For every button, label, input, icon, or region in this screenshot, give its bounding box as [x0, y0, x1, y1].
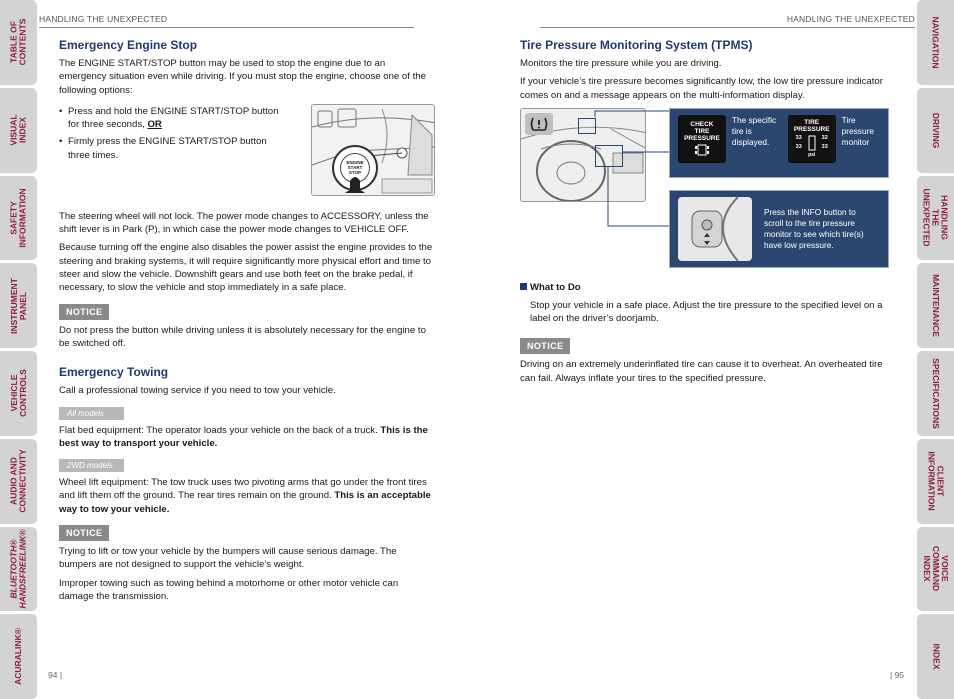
improper-towing-text: Improper towing such as towing behind a motorhome or other motor vehicle can damage the transmission.: [59, 577, 399, 602]
tpms-display-callout: [669, 108, 889, 178]
left-page: [59, 38, 434, 608]
left-header-rule: [39, 27, 414, 28]
left-page-number: 94 |: [48, 670, 63, 680]
tab-label: TABLE OF CONTENTS: [8, 19, 28, 66]
wheellift-paragraph: [59, 476, 434, 516]
tab-specifications[interactable]: [917, 351, 954, 436]
tab-safety-information[interactable]: [0, 176, 37, 261]
wheellift-text: Wheel lift equipment: The tow truck uses two pivoting arms that go under the front tires and lift them off the ground. The rear tires remain on the ground.: [59, 477, 427, 502]
press-finger-icon: [342, 171, 368, 193]
tab-instrument-panel[interactable]: [0, 263, 37, 348]
model-tag-2wd: 2WD models: [59, 459, 124, 472]
tab-maintenance[interactable]: [917, 263, 954, 348]
tab-label: VISUAL INDEX: [8, 114, 28, 146]
psi-unit: psi: [808, 151, 816, 158]
emergency-towing-title: Emergency Towing: [59, 365, 169, 380]
tab-bluetooth-handsfreelink[interactable]: [0, 527, 37, 612]
check-tire-pressure-text: CHECK TIRE PRESSURE: [684, 121, 720, 143]
tpms-title: Tire Pressure Monitoring System (TPMS): [520, 38, 753, 52]
tab-audio-connectivity[interactable]: [0, 439, 37, 524]
flatbed-bold: This is the best way to transport your vehicle.: [59, 424, 428, 449]
emergency-stop-intro: The ENGINE START/STOP button may be used to stop the engine due to an emergency situation even while driving. If you must stop the engine, choose one of the following options:: [59, 58, 426, 96]
tab-label: HANDLING THE UNEXPECTED: [922, 188, 950, 247]
tire-pressure-monitor-display: [788, 115, 836, 163]
tab-label: MAINTENANCE: [931, 274, 941, 338]
steering-lock-paragraph: The steering wheel will not lock. The power mode changes to ACCESSORY, unless the shift lever is in Park (P), in which case the power mode changes to VEHICLE OFF.: [59, 210, 429, 236]
tab-label: SAFETY INFORMATION: [8, 188, 28, 248]
psi-front-right: 32: [821, 134, 828, 141]
tab-label: DRIVING: [930, 112, 941, 148]
psi-grid: [792, 134, 832, 152]
tab-vehicle-controls[interactable]: [0, 351, 37, 436]
tab-visual-index[interactable]: [0, 88, 37, 173]
wheellift-bold: This is an acceptable way to tow your vehicle.: [59, 490, 431, 515]
tab-label: VEHICLE CONTROLS: [8, 369, 28, 418]
tab-label: AUDIO AND CONNECTIVITY: [8, 449, 28, 513]
right-running-head: HANDLING THE UNEXPECTED: [786, 14, 915, 24]
bumper-notice-text: Trying to lift or tow your vehicle by the bumpers will cause serious damage. The bumpers are not designed to support the vehicle’s weight.: [59, 546, 397, 571]
emergency-stop-options: [59, 102, 434, 210]
flatbed-text: Flat bed equipment: The operator loads your vehicle on the back of a truck.: [59, 424, 378, 436]
emergency-stop-bullets: [59, 102, 279, 162]
tire-pressure-text: TIRE PRESSURE: [793, 118, 830, 133]
notice-badge: NOTICE: [59, 525, 109, 541]
model-tag-all: All models: [59, 407, 124, 420]
tab-voice-command-index[interactable]: [917, 527, 954, 612]
tab-label: BLUETOOTH® HANDSFREELINK®: [8, 529, 28, 609]
tab-label: NAVIGATION: [931, 16, 942, 69]
tpms-intro-1: Monitors the tire pressure while you are driving.: [520, 58, 722, 69]
notice-badge: NOTICE: [520, 338, 570, 354]
flatbed-paragraph: [59, 424, 434, 451]
car-tires-icon: [693, 144, 711, 156]
tab-driving[interactable]: [917, 88, 954, 173]
notice-badge: NOTICE: [59, 304, 109, 320]
what-to-do-text: Stop your vehicle in a safe place. Adjust the tire pressure to the specified level on a label on the driver’s doorjamb.: [530, 299, 883, 325]
towing-intro: Call a professional towing service if you need to tow your vehicle.: [59, 385, 336, 397]
left-section-tabs: [0, 0, 37, 699]
tab-table-of-contents[interactable]: [0, 0, 37, 85]
tab-handling-the-unexpected[interactable]: [917, 176, 954, 261]
dashboard-illustration: [312, 105, 435, 196]
tab-label: SPECIFICATIONS: [931, 358, 941, 429]
psi-rear-right: 33: [821, 143, 828, 150]
info-button-callout: [669, 190, 889, 268]
engine-start-stop-label: ENGINE START STOP: [340, 153, 370, 183]
section-square-icon: [520, 283, 527, 290]
engine-stop-notice-text: Do not press the button while driving unless it is absolutely necessary for the engine to be switched off.: [59, 324, 426, 349]
right-section-tabs: [917, 0, 954, 699]
psi-rear-left: 33: [795, 143, 802, 150]
car-outline-icon: [806, 135, 818, 151]
steering-wheel-switch-illustration: [678, 197, 752, 261]
emergency-engine-stop-title: Emergency Engine Stop: [59, 38, 198, 52]
tire-pressure-monitor-caption: Tire pressure monitor: [841, 114, 874, 147]
tpms-intro-2: If your vehicle’s tire pressure becomes significantly low, the low tire pressure indicator comes on and a message appears on the multi-information display.: [520, 76, 883, 101]
psi-front-left: 33: [795, 134, 802, 141]
bullet-hold: [59, 105, 279, 132]
right-header-rule: [540, 27, 915, 28]
bullet-press-three: • Firmly press the ENGINE START/STOP button three times.: [59, 135, 279, 162]
what-to-do-title: What to Do: [530, 281, 581, 293]
info-button-caption: Press the INFO button to scroll to the tire pressure monitor to see which tire(s) have low pressure.: [764, 206, 864, 250]
tab-label: VOICE COMMAND INDEX: [922, 546, 951, 592]
engine-start-button-figure: [311, 104, 435, 196]
tpms-figure: [520, 108, 895, 278]
or-label: OR: [147, 119, 162, 131]
what-to-do-heading: [520, 282, 895, 293]
underinflated-notice-text: Driving on an extremely underinflated tire can cause it to overheat. An overheated tire can fail. Always inflate your tires to the specified pressure.: [520, 359, 883, 384]
tab-navigation[interactable]: [917, 0, 954, 85]
tab-index[interactable]: [917, 614, 954, 699]
tab-label: ACURALINK®: [13, 628, 24, 686]
steering-switch-figure: [678, 197, 752, 261]
left-running-head: HANDLING THE UNEXPECTED: [39, 14, 168, 24]
right-page-number: | 95: [890, 670, 905, 680]
tab-label: INSTRUMENT PANEL: [8, 277, 28, 334]
tab-label: CLIENT INFORMATION: [926, 451, 946, 511]
check-tire-pressure-display: [678, 115, 726, 163]
tab-client-information[interactable]: [917, 439, 954, 524]
tab-acuralink[interactable]: [0, 614, 37, 699]
power-assist-paragraph: Because turning off the engine also disables the power assist the engine provides to the steering and braking systems, it will require significantly more physical effort and time to steer and slow the vehicle. Downshift gears and use both feet on the brake pedal, if necessary, to slow the vehicle and stop immediately in a safe place.: [59, 242, 433, 294]
specific-tire-caption: The specific tire is displayed.: [731, 114, 777, 147]
bullet-hold-text: Press and hold the ENGINE START/STOP button for three seconds,: [68, 105, 279, 131]
right-page: [520, 38, 895, 390]
tab-label: INDEX: [930, 643, 941, 670]
